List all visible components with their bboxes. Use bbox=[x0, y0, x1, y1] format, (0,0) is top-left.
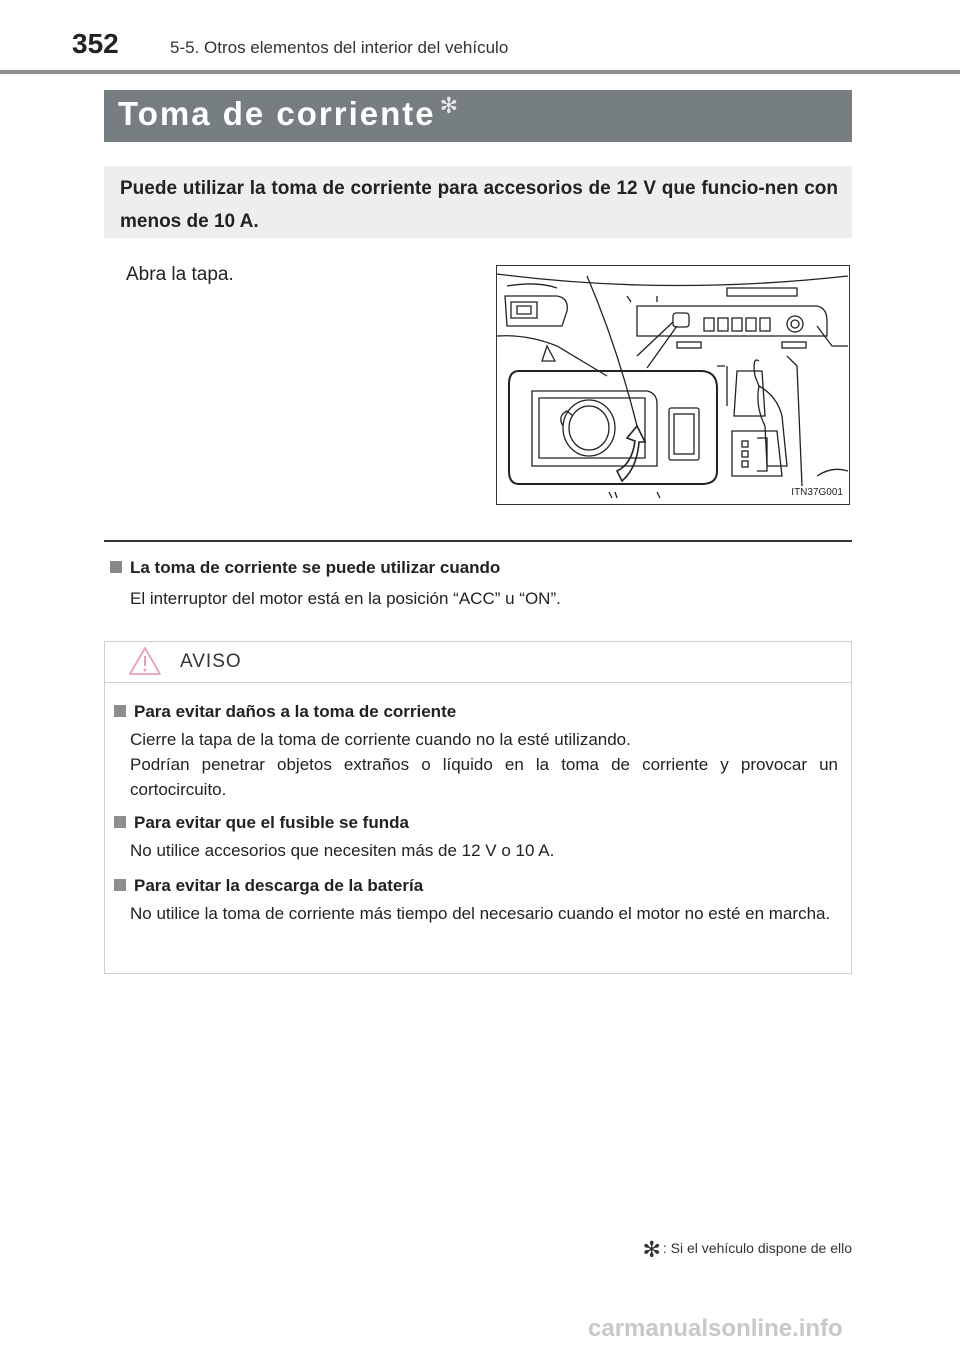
warning-item-heading-text: Para evitar daños a la toma de corriente bbox=[134, 702, 457, 721]
usage-heading bbox=[110, 558, 500, 578]
warning-item-body: No utilice accesorios que necesiten más de 12 V o 10 A. bbox=[130, 841, 555, 860]
usage-heading-text: La toma de corriente se puede utilizar cuando bbox=[130, 558, 501, 577]
warning-item bbox=[114, 813, 838, 863]
footnote bbox=[642, 1237, 852, 1263]
warning-item bbox=[114, 876, 838, 926]
warning-title: AVISO bbox=[180, 651, 242, 672]
warning-item-heading bbox=[114, 702, 838, 722]
page-number: 352 bbox=[72, 28, 119, 59]
warning-item bbox=[114, 702, 838, 802]
warning-item-heading-text: Para evitar que el fusible se funda bbox=[134, 813, 409, 832]
warning-item-heading bbox=[114, 813, 838, 833]
illustration-code: ITN37G001 bbox=[791, 487, 843, 498]
square-bullet-icon bbox=[110, 561, 122, 573]
warning-item-heading-text: Para evitar la descarga de la batería bbox=[134, 876, 424, 895]
square-bullet-icon bbox=[114, 705, 126, 717]
section-path: 5-5. Otros elementos del interior del vehículo bbox=[170, 38, 509, 57]
warning-header-rule bbox=[104, 682, 852, 683]
illustration bbox=[496, 265, 850, 505]
page-title bbox=[118, 93, 460, 133]
asterisk-icon: ✻ bbox=[439, 93, 461, 118]
warning-triangle-icon bbox=[128, 646, 162, 676]
asterisk-icon: ✻ bbox=[642, 1237, 661, 1262]
footnote-text: : Si el vehículo dispone de ello bbox=[662, 1240, 852, 1256]
warning-item-body: Podrían penetrar objetos extraños o líquido en la toma de corriente y provocar un cortocircuito. bbox=[130, 755, 838, 799]
header-rule bbox=[0, 70, 960, 74]
intro-text: Puede utilizar la toma de corriente para accesorios de 12 V que funcio-nen con menos de 10 A. bbox=[120, 178, 838, 232]
power-outlet-illustration bbox=[497, 266, 848, 503]
section-divider bbox=[104, 540, 852, 542]
warning-item-body: No utilice la toma de corriente más tiempo del necesario cuando el motor no esté en marcha. bbox=[130, 904, 831, 923]
page-title-text: Toma de corriente bbox=[118, 95, 436, 132]
warning-item-heading bbox=[114, 876, 838, 896]
watermark: carmanualsonline.info bbox=[588, 1315, 843, 1342]
usage-body: El interruptor del motor está en la posición “ACC” u “ON”. bbox=[130, 589, 561, 608]
square-bullet-icon bbox=[114, 816, 126, 828]
step-text: Abra la tapa. bbox=[126, 264, 234, 285]
warning-item-body: Cierre la tapa de la toma de corriente cuando no la esté utilizando. bbox=[130, 730, 631, 749]
square-bullet-icon bbox=[114, 879, 126, 891]
